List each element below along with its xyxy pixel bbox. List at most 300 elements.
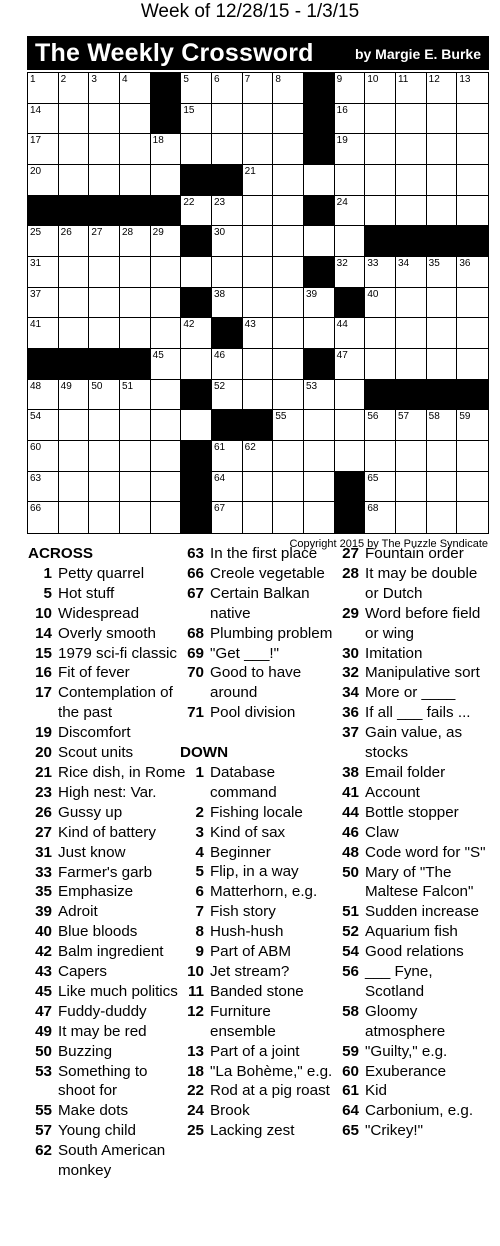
clue-number: 43 — [35, 963, 52, 981]
clue — [28, 604, 186, 624]
grid-square[interactable] — [365, 257, 396, 288]
clue-text: Kid — [365, 1082, 387, 1100]
grid-square[interactable] — [28, 441, 59, 472]
block-square — [457, 380, 488, 411]
grid-square[interactable] — [151, 349, 182, 380]
grid-square[interactable] — [365, 288, 396, 319]
grid-square[interactable] — [243, 349, 274, 380]
grid-square[interactable] — [335, 226, 366, 257]
grid-square[interactable] — [212, 441, 243, 472]
grid-square[interactable] — [120, 226, 151, 257]
block-square — [181, 226, 212, 257]
clue — [180, 823, 338, 843]
grid-square[interactable] — [120, 441, 151, 472]
grid-square[interactable] — [365, 349, 396, 380]
clue — [28, 783, 186, 803]
clue-number: 31 — [35, 843, 52, 861]
grid-square[interactable] — [212, 257, 243, 288]
grid-square[interactable] — [304, 226, 335, 257]
block-square — [212, 318, 243, 349]
clue-text: Banded stone — [210, 982, 304, 1000]
grid-square[interactable] — [273, 134, 304, 165]
grid-square[interactable] — [28, 73, 59, 104]
clue-number: 65 — [342, 1122, 359, 1140]
grid-square[interactable] — [151, 318, 182, 349]
grid-square[interactable] — [335, 380, 366, 411]
square-number: 55 — [275, 411, 287, 423]
clue-number: 28 — [342, 564, 359, 582]
square-number: 60 — [30, 441, 42, 453]
clue — [28, 663, 186, 683]
grid-square[interactable] — [28, 165, 59, 196]
grid-square[interactable] — [28, 104, 59, 135]
clue-text: In the first place — [210, 545, 318, 562]
grid-square[interactable] — [59, 410, 90, 441]
grid-square[interactable] — [273, 441, 304, 472]
square-number: 3 — [91, 74, 97, 85]
clue-number: 36 — [342, 704, 359, 722]
grid-square[interactable] — [273, 318, 304, 349]
clue-text: Fit of fever — [58, 664, 130, 682]
grid-square[interactable] — [243, 226, 274, 257]
grid-square[interactable] — [59, 472, 90, 503]
grid-square[interactable] — [89, 502, 120, 533]
grid-square[interactable] — [396, 502, 427, 533]
grid-square[interactable] — [243, 502, 274, 533]
clue-text: Manipulative sort — [365, 664, 480, 682]
grid-square[interactable] — [181, 73, 212, 104]
grid-square[interactable] — [427, 134, 458, 165]
clue-text: Young child — [58, 1122, 136, 1140]
grid-square[interactable] — [396, 257, 427, 288]
grid-square[interactable] — [427, 349, 458, 380]
grid-square[interactable] — [89, 257, 120, 288]
clue-text: Fountain order — [365, 545, 464, 562]
grid-square[interactable] — [457, 441, 488, 472]
block-square — [151, 104, 182, 135]
grid-square[interactable] — [181, 318, 212, 349]
grid-square[interactable] — [427, 318, 458, 349]
grid-square[interactable] — [59, 502, 90, 533]
clue-text: Matterhorn, e.g. — [210, 883, 318, 901]
grid-square[interactable] — [396, 472, 427, 503]
grid-square[interactable] — [120, 410, 151, 441]
grid-square[interactable] — [89, 380, 120, 411]
grid-square[interactable] — [89, 288, 120, 319]
clue-column-3 — [335, 544, 493, 1141]
square-number: 54 — [30, 411, 42, 423]
grid-square[interactable] — [181, 104, 212, 135]
grid-square[interactable] — [59, 288, 90, 319]
clue-number: 16 — [35, 664, 52, 682]
down-heading: DOWN — [180, 744, 229, 762]
grid-square[interactable] — [89, 226, 120, 257]
clue-number: 15 — [35, 644, 52, 662]
grid-square[interactable] — [273, 380, 304, 411]
grid-square[interactable] — [120, 472, 151, 503]
grid-square[interactable] — [335, 73, 366, 104]
grid-square[interactable] — [89, 472, 120, 503]
grid-square[interactable] — [181, 257, 212, 288]
grid-square[interactable] — [243, 472, 274, 503]
grid-square[interactable] — [181, 196, 212, 227]
grid-square[interactable] — [120, 165, 151, 196]
clue-number: 66 — [187, 564, 204, 582]
clue-text: More or ____ — [365, 684, 456, 702]
grid-square[interactable] — [365, 410, 396, 441]
clue — [180, 1081, 338, 1101]
grid-square[interactable] — [396, 349, 427, 380]
grid-square[interactable] — [427, 165, 458, 196]
grid-square[interactable] — [89, 165, 120, 196]
grid-square[interactable] — [120, 257, 151, 288]
grid-square[interactable] — [89, 73, 120, 104]
grid-square[interactable] — [212, 349, 243, 380]
grid-square[interactable] — [151, 257, 182, 288]
grid-square[interactable] — [59, 165, 90, 196]
clue-text: Email folder — [365, 763, 446, 781]
grid-square[interactable] — [365, 318, 396, 349]
grid-square[interactable] — [273, 472, 304, 503]
grid-square[interactable] — [396, 288, 427, 319]
grid-square[interactable] — [151, 165, 182, 196]
clue — [180, 544, 338, 564]
grid-square[interactable] — [212, 134, 243, 165]
clue-text: Furniture ensemble — [210, 1002, 276, 1040]
grid-square[interactable] — [59, 73, 90, 104]
grid-square[interactable] — [89, 134, 120, 165]
grid-square[interactable] — [120, 318, 151, 349]
clue — [335, 1081, 493, 1101]
square-number: 40 — [367, 288, 379, 300]
grid-square[interactable] — [28, 288, 59, 319]
grid-square[interactable] — [273, 104, 304, 135]
grid-square[interactable] — [396, 196, 427, 227]
grid-square[interactable] — [28, 318, 59, 349]
grid-square[interactable] — [243, 288, 274, 319]
grid-square[interactable] — [120, 502, 151, 533]
grid-square[interactable] — [396, 318, 427, 349]
grid-square[interactable] — [120, 134, 151, 165]
grid-square[interactable] — [89, 441, 120, 472]
grid-square[interactable] — [243, 73, 274, 104]
grid-square[interactable] — [273, 165, 304, 196]
clue — [335, 604, 493, 644]
grid-square[interactable] — [181, 410, 212, 441]
grid-square[interactable] — [427, 441, 458, 472]
grid-square[interactable] — [335, 134, 366, 165]
block-square — [304, 104, 335, 135]
clue — [335, 942, 493, 962]
clue-number: 71 — [187, 704, 204, 722]
clue-number: 19 — [35, 724, 52, 742]
grid-square[interactable] — [151, 410, 182, 441]
grid-square[interactable] — [151, 502, 182, 533]
clue-number: 10 — [187, 963, 204, 981]
grid-square[interactable] — [59, 104, 90, 135]
grid-square[interactable] — [151, 380, 182, 411]
clue-text: "Get ___!" — [210, 644, 280, 662]
grid-square[interactable] — [396, 165, 427, 196]
clue-text: Aquarium fish — [365, 923, 458, 941]
clue — [28, 962, 186, 982]
square-number: 10 — [367, 74, 379, 85]
grid-square[interactable] — [273, 288, 304, 319]
grid-square[interactable] — [365, 441, 396, 472]
clue-number: 32 — [342, 664, 359, 682]
grid-square[interactable] — [427, 104, 458, 135]
grid-square[interactable] — [243, 196, 274, 227]
square-number: 11 — [397, 74, 409, 85]
grid-square[interactable] — [335, 196, 366, 227]
grid-square[interactable] — [396, 73, 427, 104]
grid-square[interactable] — [304, 502, 335, 533]
block-square — [396, 380, 427, 411]
square-number: 67 — [213, 503, 226, 515]
clue — [335, 763, 493, 783]
clue-number: 26 — [35, 803, 52, 821]
grid-square[interactable] — [59, 257, 90, 288]
grid-square[interactable] — [59, 380, 90, 411]
grid-square[interactable] — [212, 73, 243, 104]
grid-square[interactable] — [28, 226, 59, 257]
grid-square[interactable] — [89, 318, 120, 349]
clue-text: Exuberance — [365, 1062, 447, 1080]
grid-square[interactable] — [427, 73, 458, 104]
grid-square[interactable] — [151, 288, 182, 319]
grid-square[interactable] — [335, 318, 366, 349]
grid-square[interactable] — [457, 502, 488, 533]
grid-square[interactable] — [365, 196, 396, 227]
clue — [180, 803, 338, 823]
clue-number: 39 — [35, 903, 52, 921]
clue — [28, 863, 186, 883]
clue — [180, 882, 338, 902]
grid-square[interactable] — [28, 410, 59, 441]
clue-number: 52 — [342, 923, 359, 941]
grid-square[interactable] — [457, 257, 488, 288]
grid-square[interactable] — [335, 257, 366, 288]
grid-square[interactable] — [151, 134, 182, 165]
clue-text: Hot stuff — [58, 584, 115, 602]
crossword-grid — [27, 72, 489, 534]
clue-number: 44 — [342, 803, 359, 821]
grid-square[interactable] — [151, 441, 182, 472]
grid-square[interactable] — [335, 441, 366, 472]
grid-square[interactable] — [273, 257, 304, 288]
clue-number: 70 — [187, 664, 204, 682]
grid-square[interactable] — [304, 441, 335, 472]
square-number: 23 — [213, 196, 226, 208]
grid-square[interactable] — [457, 73, 488, 104]
clue-number: 11 — [187, 982, 204, 1000]
grid-square[interactable] — [457, 196, 488, 227]
grid-square[interactable] — [59, 134, 90, 165]
grid-square[interactable] — [89, 410, 120, 441]
grid-square[interactable] — [59, 318, 90, 349]
grid-square[interactable] — [151, 226, 182, 257]
grid-square[interactable] — [427, 410, 458, 441]
square-number: 21 — [244, 165, 256, 177]
clue-number: 48 — [342, 843, 359, 861]
grid-square[interactable] — [120, 380, 151, 411]
clue — [335, 1062, 493, 1082]
square-number: 18 — [152, 135, 164, 147]
grid-square[interactable] — [457, 410, 488, 441]
clue — [335, 783, 493, 803]
grid-square[interactable] — [212, 472, 243, 503]
grid-square[interactable] — [243, 441, 274, 472]
clue-number: 24 — [187, 1102, 204, 1120]
grid-square[interactable] — [457, 104, 488, 135]
grid-square[interactable] — [273, 502, 304, 533]
grid-square[interactable] — [243, 104, 274, 135]
grid-square[interactable] — [457, 165, 488, 196]
grid-square[interactable] — [273, 73, 304, 104]
grid-square[interactable] — [59, 441, 90, 472]
grid-square[interactable] — [120, 288, 151, 319]
clue-text: Database command — [210, 763, 277, 801]
grid-square[interactable] — [89, 104, 120, 135]
grid-square[interactable] — [335, 410, 366, 441]
grid-square[interactable] — [212, 288, 243, 319]
grid-square[interactable] — [304, 410, 335, 441]
square-number: 59 — [459, 411, 471, 423]
grid-square[interactable] — [457, 318, 488, 349]
clue-text: Claw — [365, 823, 399, 841]
clue-number: 56 — [342, 963, 359, 981]
grid-square[interactable] — [151, 472, 182, 503]
square-number: 13 — [459, 74, 471, 85]
grid-square[interactable] — [396, 104, 427, 135]
grid-square[interactable] — [335, 104, 366, 135]
clue-number: 18 — [187, 1062, 204, 1080]
clue-number: 38 — [342, 763, 359, 781]
clue-text: Kind of sax — [210, 823, 286, 841]
square-number: 52 — [213, 380, 226, 392]
square-number: 27 — [91, 227, 103, 239]
clue-number: 1 — [195, 763, 204, 781]
grid-square[interactable] — [396, 441, 427, 472]
clue-text: Widespread — [58, 604, 140, 622]
square-number: 39 — [305, 288, 318, 300]
clue-text: Part of ABM — [210, 943, 292, 961]
grid-square[interactable] — [243, 134, 274, 165]
grid-square[interactable] — [304, 472, 335, 503]
clue-text: Lacking zest — [210, 1122, 295, 1140]
grid-square[interactable] — [365, 104, 396, 135]
grid-square[interactable] — [273, 226, 304, 257]
block-square — [120, 196, 151, 227]
grid-square[interactable] — [59, 226, 90, 257]
grid-square[interactable] — [427, 502, 458, 533]
square-number: 26 — [60, 227, 72, 239]
square-number: 1 — [30, 74, 36, 85]
grid-square[interactable] — [28, 380, 59, 411]
grid-square[interactable] — [273, 410, 304, 441]
grid-square[interactable] — [212, 104, 243, 135]
grid-square[interactable] — [457, 349, 488, 380]
grid-square[interactable] — [212, 380, 243, 411]
grid-square[interactable] — [212, 196, 243, 227]
grid-square[interactable] — [457, 134, 488, 165]
grid-square[interactable] — [243, 257, 274, 288]
clue — [28, 1121, 186, 1141]
grid-square[interactable] — [28, 257, 59, 288]
grid-square[interactable] — [365, 502, 396, 533]
clue — [180, 624, 338, 644]
clue-text: Fuddy-duddy — [58, 1002, 147, 1020]
grid-square[interactable] — [304, 288, 335, 319]
grid-square[interactable] — [365, 73, 396, 104]
clue-text: Account — [365, 783, 420, 801]
clue-text: Sudden increase — [365, 903, 479, 921]
grid-square[interactable] — [181, 349, 212, 380]
grid-square[interactable] — [273, 196, 304, 227]
grid-square[interactable] — [427, 257, 458, 288]
square-number: 22 — [183, 196, 195, 208]
clue — [335, 803, 493, 823]
clue-number: 37 — [342, 724, 359, 742]
grid-square[interactable] — [304, 318, 335, 349]
grid-square[interactable] — [212, 226, 243, 257]
grid-square[interactable] — [212, 502, 243, 533]
clue — [180, 1042, 338, 1062]
block-square — [212, 165, 243, 196]
grid-square[interactable] — [427, 196, 458, 227]
grid-square[interactable] — [28, 134, 59, 165]
grid-square[interactable] — [243, 165, 274, 196]
grid-square[interactable] — [365, 134, 396, 165]
grid-square[interactable] — [335, 349, 366, 380]
clue-text: Emphasize — [58, 883, 134, 901]
grid-square[interactable] — [181, 134, 212, 165]
clue-number: 59 — [342, 1042, 359, 1060]
grid-square[interactable] — [365, 165, 396, 196]
grid-square[interactable] — [120, 104, 151, 135]
square-number: 44 — [336, 319, 348, 331]
grid-square[interactable] — [396, 410, 427, 441]
grid-square[interactable] — [243, 380, 274, 411]
clue-text: Good relations — [365, 943, 464, 961]
grid-square[interactable] — [365, 472, 396, 503]
grid-square[interactable] — [273, 349, 304, 380]
grid-square[interactable] — [243, 318, 274, 349]
block-square — [181, 165, 212, 196]
clue-text: Gussy up — [58, 803, 123, 821]
grid-square[interactable] — [120, 73, 151, 104]
clue-text: If all ___ fails ... — [365, 704, 471, 722]
grid-square[interactable] — [396, 134, 427, 165]
clue — [28, 1042, 186, 1062]
grid-square[interactable] — [457, 288, 488, 319]
clue-text: Imitation — [365, 644, 423, 662]
grid-square[interactable] — [427, 472, 458, 503]
grid-square[interactable] — [457, 472, 488, 503]
square-number: 31 — [30, 257, 42, 269]
square-number: 12 — [428, 74, 440, 85]
grid-square[interactable] — [304, 380, 335, 411]
square-number: 47 — [336, 349, 348, 361]
grid-square[interactable] — [427, 288, 458, 319]
clue-number: 58 — [342, 1002, 359, 1020]
clue-number: 53 — [35, 1062, 52, 1080]
grid-square[interactable] — [304, 165, 335, 196]
grid-square[interactable] — [335, 165, 366, 196]
grid-square[interactable] — [28, 502, 59, 533]
clue-number: 5 — [43, 584, 52, 602]
grid-square[interactable] — [28, 472, 59, 503]
